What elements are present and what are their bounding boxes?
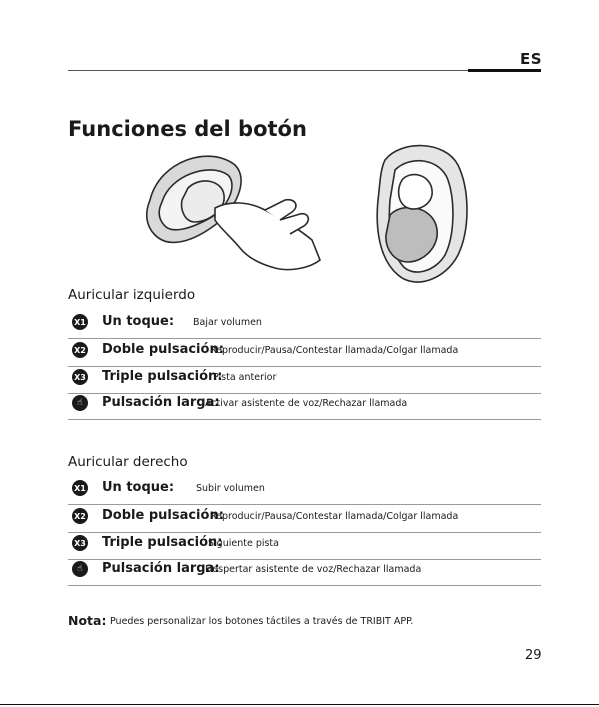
right-row-long-press xyxy=(68,558,541,586)
x3-badge-icon: X3 xyxy=(72,535,88,551)
hold-finger-icon: ☝ xyxy=(72,561,88,577)
right-row-double-press xyxy=(68,505,541,533)
hold-finger-icon: ☝ xyxy=(72,395,88,411)
finger-icon xyxy=(215,200,320,270)
left-row-single-tap xyxy=(68,311,541,339)
gesture-label: Triple pulsación: xyxy=(102,369,223,384)
gesture-label: Pulsación larga: xyxy=(102,395,220,410)
gesture-label: Pulsación larga: xyxy=(102,561,220,576)
left-row-double-press xyxy=(68,339,541,367)
row-divider xyxy=(68,419,541,420)
right-earbud-icon xyxy=(377,146,467,282)
page-number: 29 xyxy=(525,648,542,663)
left-row-triple-press xyxy=(68,366,541,394)
gesture-label: Doble pulsación: xyxy=(102,508,224,523)
left-earbud-heading: Auricular izquierdo xyxy=(68,287,196,303)
note-text: Puedes personalizar los botones táctiles a través de TRIBIT APP. xyxy=(110,616,414,627)
x2-badge-icon: X2 xyxy=(72,342,88,358)
earbuds-illustration xyxy=(140,140,480,305)
x1-badge-icon: X1 xyxy=(72,480,88,496)
gesture-description: Bajar volumen xyxy=(193,317,262,328)
x3-badge-icon: X3 xyxy=(72,369,88,385)
page-title: Funciones del botón xyxy=(68,117,307,141)
gesture-description: Reproducir/Pausa/Contestar llamada/Colgar llamada xyxy=(210,511,459,522)
gesture-description: Despertar asistente de voz/Rechazar llamada xyxy=(205,564,422,575)
left-row-long-press xyxy=(68,392,541,420)
page-bottom-rule xyxy=(0,704,599,705)
gesture-description: Reproducir/Pausa/Contestar llamada/Colgar llamada xyxy=(210,345,459,356)
x1-badge-icon: X1 xyxy=(72,314,88,330)
gesture-label: Un toque: xyxy=(102,480,175,495)
gesture-description: Activar asistente de voz/Rechazar llamada xyxy=(205,398,408,409)
gesture-description: Subir volumen xyxy=(196,483,265,494)
gesture-description: Pista anterior xyxy=(213,372,277,383)
language-code: ES xyxy=(520,50,543,68)
right-row-triple-press xyxy=(68,532,541,560)
gesture-label: Triple pulsación: xyxy=(102,535,223,550)
gesture-label: Doble pulsación: xyxy=(102,342,224,357)
x2-badge-icon: X2 xyxy=(72,508,88,524)
gesture-label: Un toque: xyxy=(102,314,175,329)
right-row-single-tap xyxy=(68,477,541,505)
right-earbud-heading: Auricular derecho xyxy=(68,454,188,470)
row-divider xyxy=(68,585,541,586)
header-rule-accent xyxy=(468,69,541,72)
note-label: Nota: xyxy=(68,613,107,628)
gesture-description: Siguiente pista xyxy=(208,538,279,549)
